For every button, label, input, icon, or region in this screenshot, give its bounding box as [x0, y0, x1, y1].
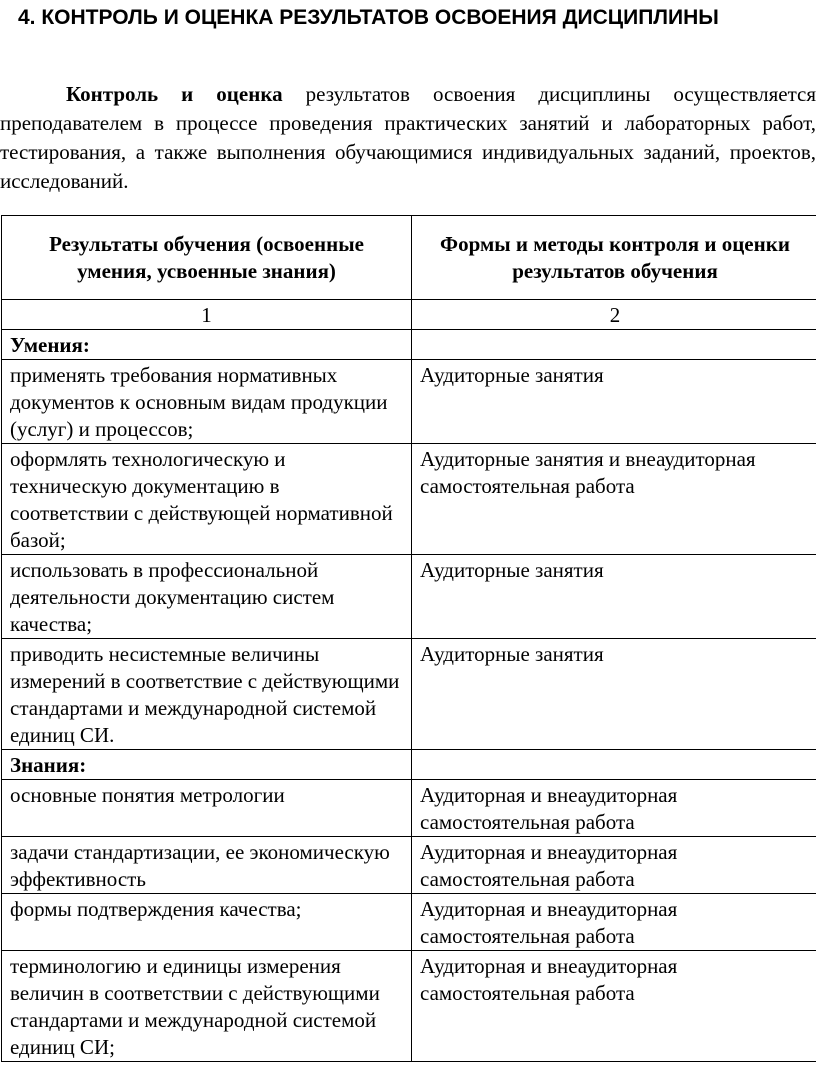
- result-cell: приводить несистемные величины измерений в соответствие с действующими стандартами и международной системой единиц СИ.: [2, 639, 412, 750]
- section-label-knowledge: Знания:: [2, 750, 412, 780]
- result-cell: формы подтверждения качества;: [2, 894, 412, 951]
- result-cell: терминологию и единицы измерения величин в соответствии с действующими стандартами и международной системой единиц СИ;: [2, 951, 412, 1062]
- intro-paragraph: [0, 80, 816, 196]
- results-table: [1, 215, 816, 1062]
- table-row: [2, 639, 816, 750]
- table-row: [2, 555, 816, 639]
- table-row: [2, 360, 816, 444]
- method-cell: Аудиторные занятия: [412, 555, 816, 639]
- result-cell: использовать в профессиональной деятельности документацию систем качества;: [2, 555, 412, 639]
- result-cell: применять требования нормативных документов к основным видам продукции (услуг) и процессов;: [2, 360, 412, 444]
- header-methods: Формы и методы контроля и оценки результатов обучения: [412, 216, 816, 300]
- column-number-2: 2: [412, 300, 816, 330]
- method-cell: Аудиторные занятия: [412, 639, 816, 750]
- method-cell: Аудиторная и внеаудиторная самостоятельная работа: [412, 894, 816, 951]
- method-cell: Аудиторные занятия и внеаудиторная самостоятельная работа: [412, 444, 816, 555]
- table-row: [2, 894, 816, 951]
- intro-bold-lead: Контроль и оценка: [66, 82, 283, 106]
- method-cell: Аудиторная и внеаудиторная самостоятельная работа: [412, 951, 816, 1062]
- section-label-skills: Умения:: [2, 330, 412, 360]
- section-empty-cell: [412, 750, 816, 780]
- result-cell: оформлять технологическую и техническую документацию в соответствии с действующей нормативной базой;: [2, 444, 412, 555]
- column-number-row: [2, 300, 816, 330]
- method-cell: Аудиторная и внеаудиторная самостоятельная работа: [412, 780, 816, 837]
- method-cell: Аудиторная и внеаудиторная самостоятельная работа: [412, 837, 816, 894]
- table-row: [2, 951, 816, 1062]
- header-results: Результаты обучения (освоенные умения, усвоенные знания): [2, 216, 412, 300]
- column-number-1: 1: [2, 300, 412, 330]
- method-cell: Аудиторные занятия: [412, 360, 816, 444]
- table-header-row: [2, 216, 816, 300]
- table-row: [2, 444, 816, 555]
- section-row-skills: [2, 330, 816, 360]
- result-cell: основные понятия метрологии: [2, 780, 412, 837]
- section-empty-cell: [412, 330, 816, 360]
- intro-text: результатов освоения дисциплины осуществляется преподавателем в процессе проведения практических занятий и лабораторных работ, тестирования, а также выполнения обучающимися индивидуальных заданий, проектов, исследований.: [0, 82, 816, 193]
- section-heading: 4. КОНТРОЛЬ И ОЦЕНКА РЕЗУЛЬТАТОВ ОСВОЕНИЯ ДИСЦИПЛИНЫ: [18, 6, 719, 29]
- result-cell: задачи стандартизации, ее экономическую эффективность: [2, 837, 412, 894]
- table-row: [2, 837, 816, 894]
- section-row-knowledge: [2, 750, 816, 780]
- table-row: [2, 780, 816, 837]
